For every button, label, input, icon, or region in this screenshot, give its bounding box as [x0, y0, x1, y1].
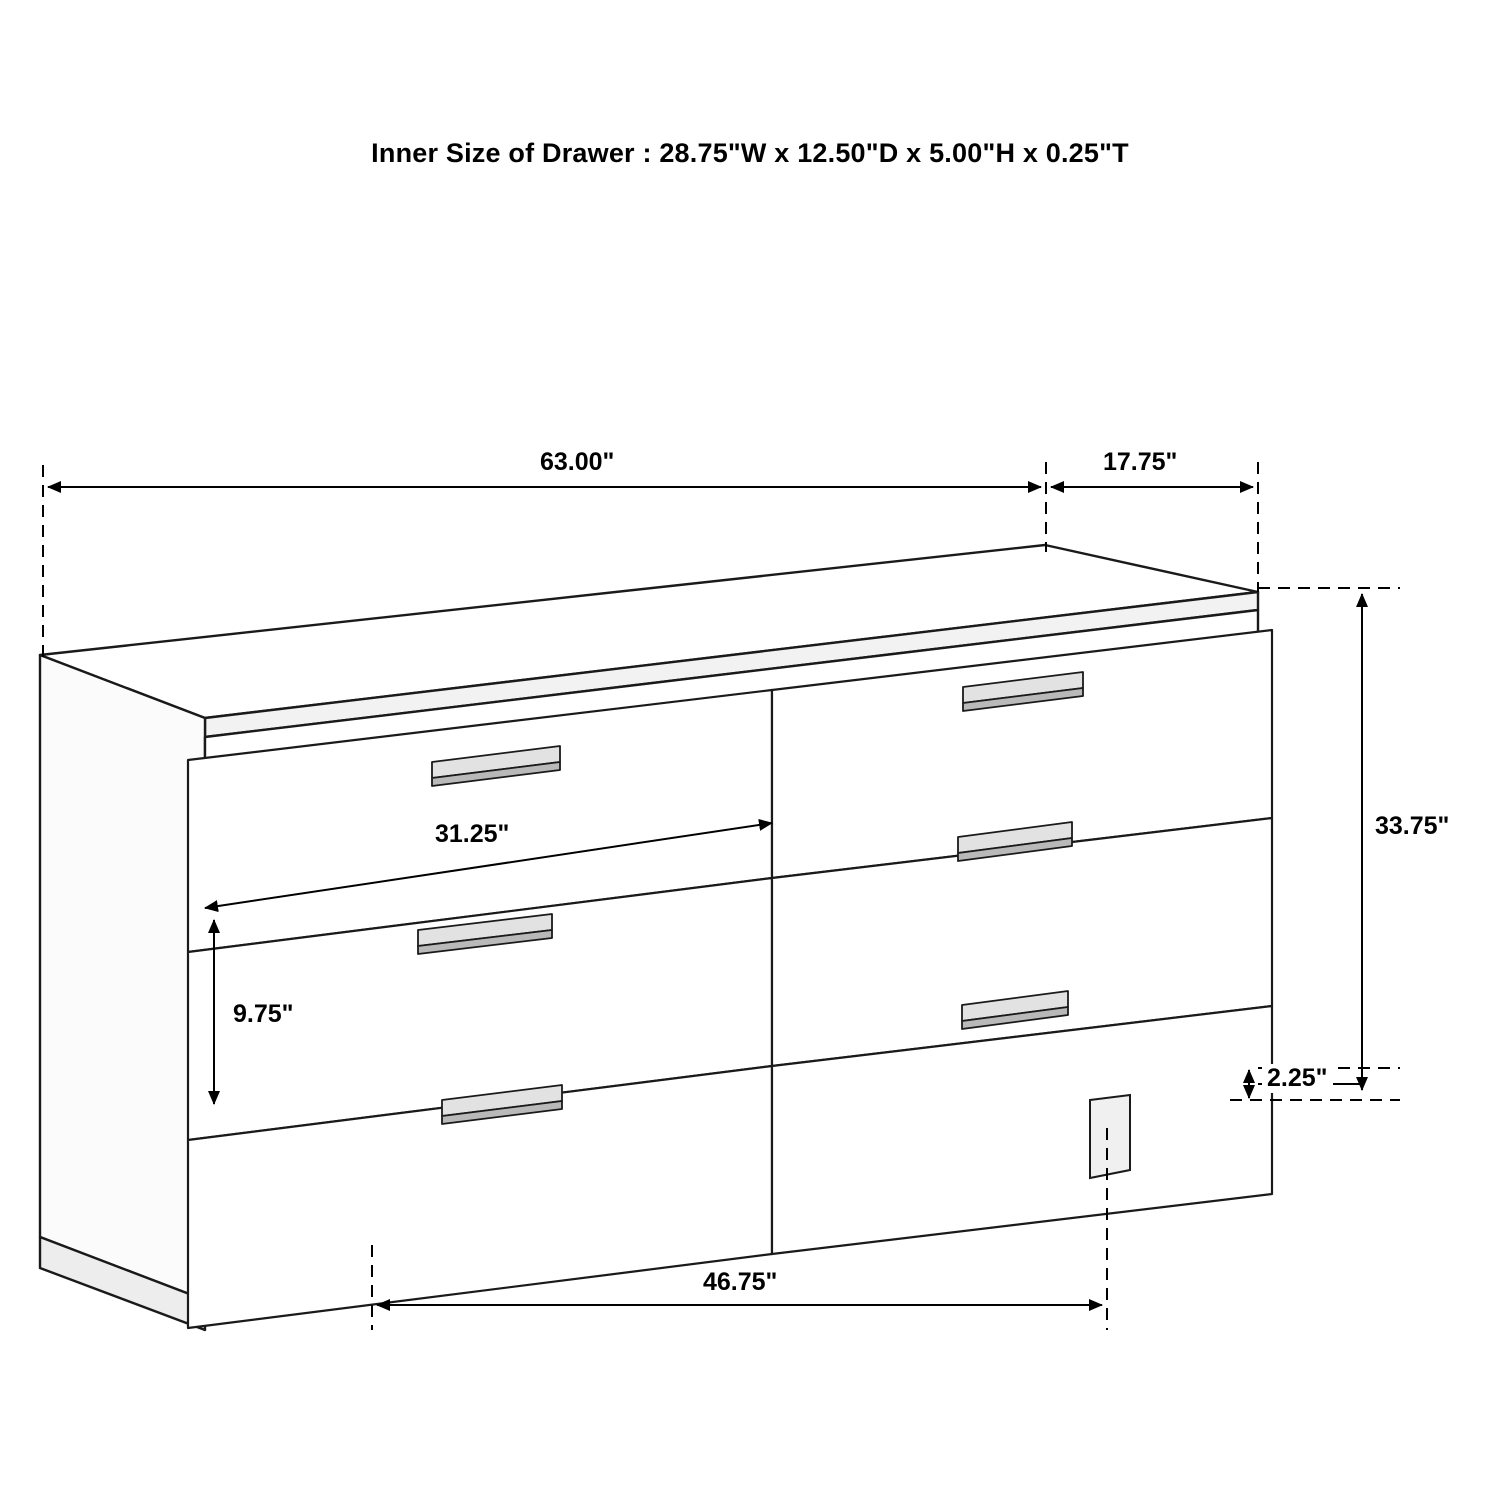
dimension-label-overall-width: 63.00": [535, 448, 619, 477]
dimension-label-side-depth: 17.75": [1098, 448, 1182, 477]
dimension-label-overall-height: 33.75": [1370, 812, 1454, 841]
dimension-label-base-width: 46.75": [698, 1268, 782, 1297]
dimension-label-base-clearance: 2.25": [1262, 1064, 1333, 1093]
dresser-leg: [1090, 1095, 1130, 1178]
dimension-label-drawer-front-width: 31.25": [430, 820, 514, 849]
page-title: Inner Size of Drawer : 28.75"W x 12.50"D x 5.00"H x 0.25"T: [371, 138, 1129, 168]
dimension-label-drawer-front-height: 9.75": [228, 1000, 299, 1029]
